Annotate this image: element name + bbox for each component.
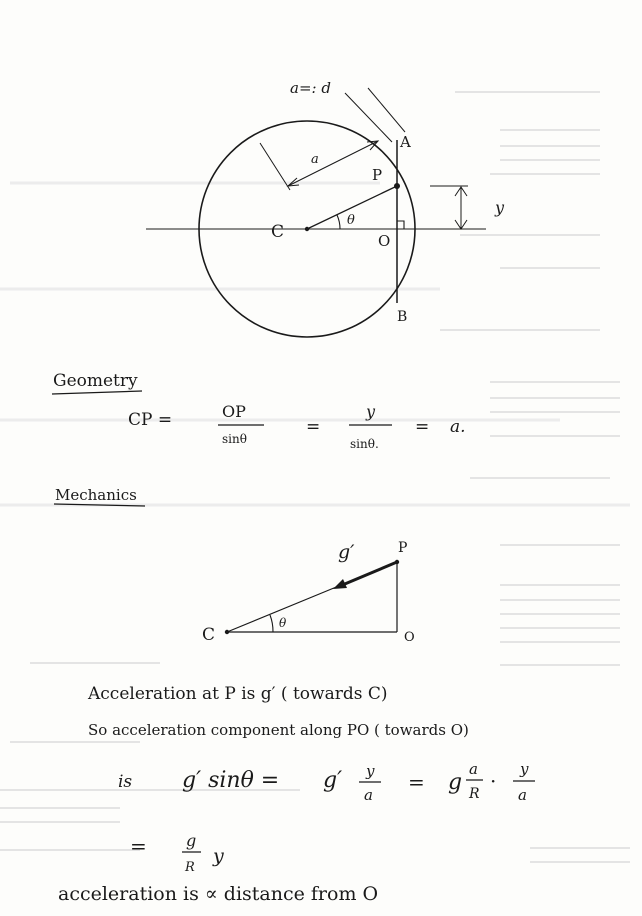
mechanics-line4-den: R [185,860,195,875]
mechanics-line1: Acceleration at P is g′ ( towards C) [88,684,388,704]
circle-diagram [146,79,505,337]
label-p: P [372,166,383,184]
geometry-section [52,371,466,451]
label-radius-a: a [311,152,319,167]
label-c: C [271,222,285,242]
point-c2 [225,630,229,634]
label-p2: P [398,540,408,556]
mechanics-f1-num: y [366,762,375,780]
radius-dimension-line [288,141,378,186]
mechanics-g1: g′ [323,768,343,793]
geometry-heading: Geometry [53,371,138,391]
mechanics-f3-den: a [518,786,527,804]
geometry-frac2-num: y [366,402,376,421]
geometry-frac1-num: OP [222,402,246,421]
point-c [305,227,309,231]
label-theta2: θ [279,616,287,630]
geometry-underline [52,391,142,394]
label-o2: O [404,630,415,645]
mechanics-heading: Mechanics [55,486,137,504]
mechanics-eq2: = [408,770,425,794]
mechanics-g2: g [448,770,463,795]
label-b: B [397,309,408,325]
label-o: O [378,232,391,250]
mechanics-section [54,486,535,905]
theta-arc-2 [270,615,273,632]
label-theta: θ [347,213,355,228]
geometry-frac2-den: sinθ. [350,437,379,451]
geometry-cp: CP = [128,410,173,430]
geometry-eq2: = [415,417,430,437]
mechanics-dot: · [490,769,497,793]
mechanics-line4-y: y [213,845,224,867]
right-angle-mark [397,221,404,229]
extension-line-a [345,93,392,142]
extension-line-d [368,88,405,132]
triangle-diagram [202,540,415,645]
point-p [394,183,400,189]
label-y: y [495,198,505,217]
bleed-through [0,92,630,862]
mechanics-gsin: g′ sinθ = [182,768,280,793]
gprime-vector [340,562,397,586]
label-a-point: A [400,133,411,151]
theta-arc [337,215,340,229]
mechanics-f2-num: a [469,760,478,778]
mechanics-f3-num: y [520,760,529,778]
gprime-arrowhead [333,579,347,589]
mechanics-f2-den: R [469,786,480,802]
label-gprime: g′ [338,541,355,563]
mechanics-line4-eq: = [130,834,147,858]
geometry-result: a. [450,417,466,437]
geometry-eq1: = [306,417,321,437]
point-p2 [395,560,399,564]
mechanics-line2: So acceleration component along PO ( towards O) [88,721,469,739]
mechanics-f1-den: a [364,786,373,804]
top-label: a=: d [290,79,331,97]
mechanics-line5: acceleration is ∝ distance from O [58,883,379,905]
mechanics-line4-num: g [186,831,197,850]
geometry-frac1-den: sinθ [222,432,247,446]
mechanics-is: is [118,772,133,792]
label-c2: C [202,625,216,645]
